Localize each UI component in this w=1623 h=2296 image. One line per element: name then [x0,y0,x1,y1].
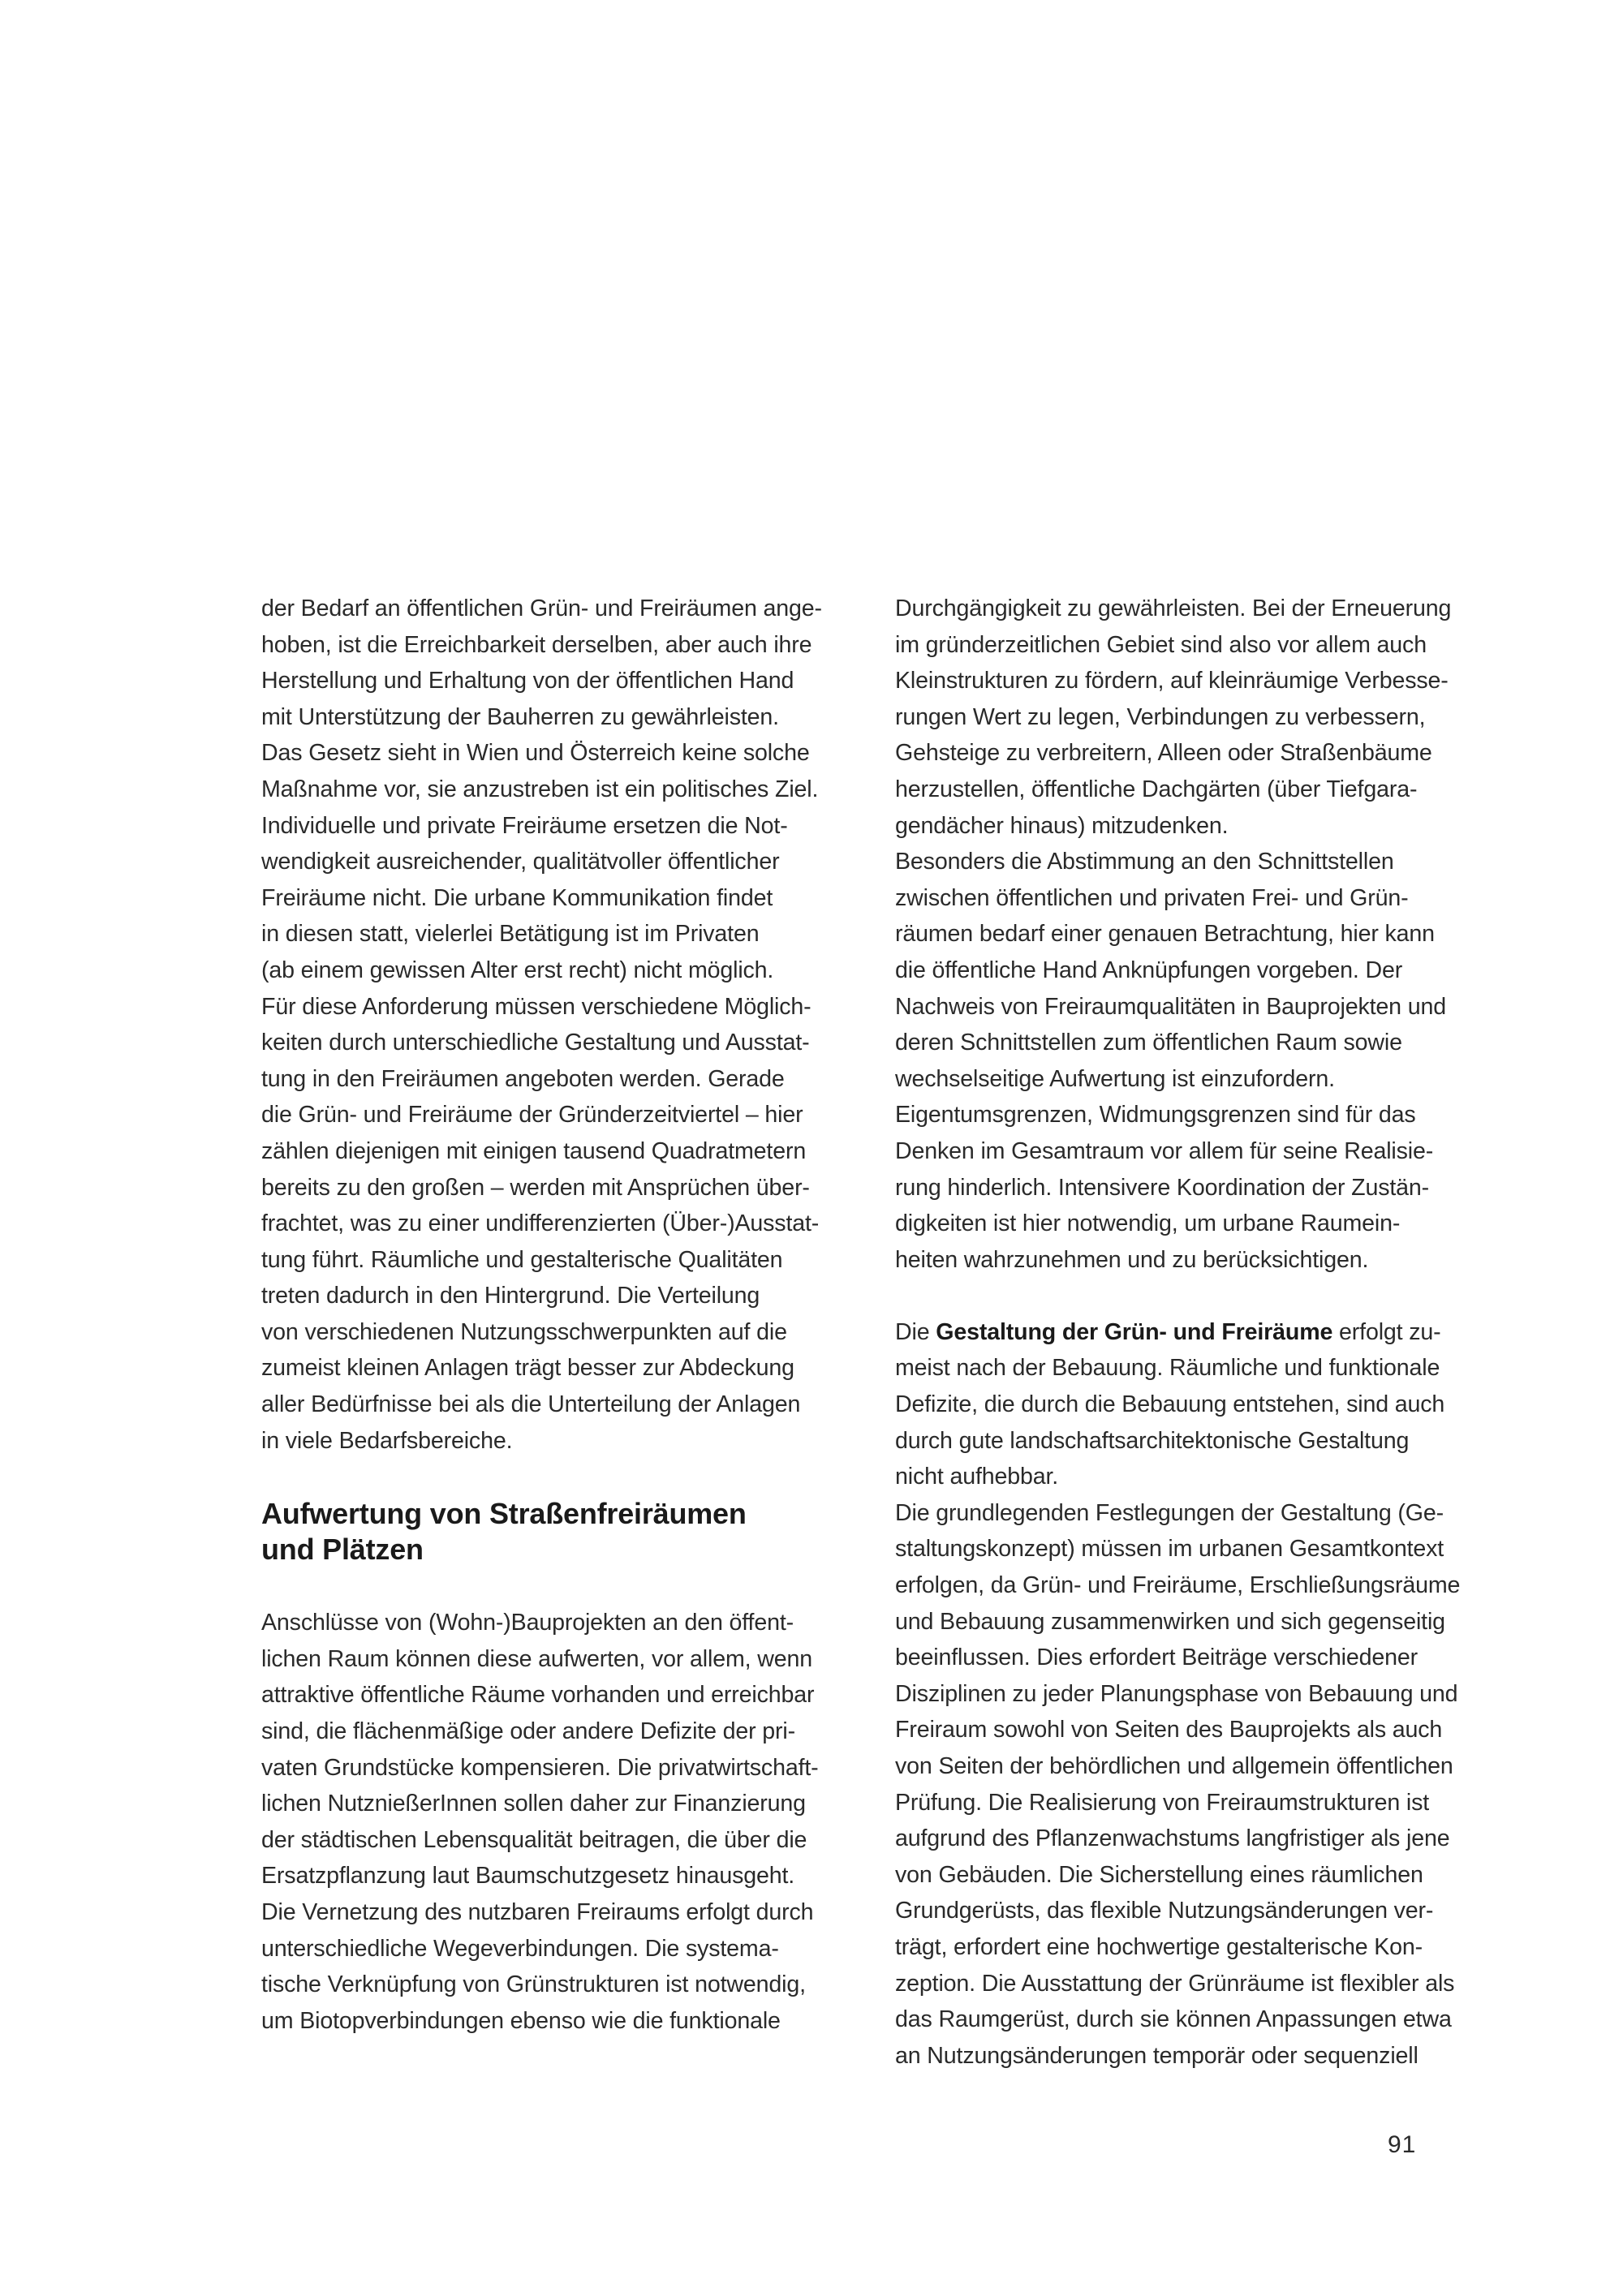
text-line: an Nutzungsänderungen temporär oder sequenziell [895,2042,1419,2069]
text-line: der Bedarf an öffentlichen Grün- und Freiräumen ange- [261,595,822,621]
left-paragraph-1 [261,591,850,1459]
text-line: Das Gesetz sieht in Wien und Österreich keine solche [261,740,810,767]
text-line: Grundgerüsts, das flexible Nutzungsänderungen ver- [895,1898,1434,1924]
text-line: Disziplinen zu jeder Planungsphase von Bebauung und [895,1680,1458,1707]
text-line: Eigentumsgrenzen, Widmungsgrenzen sind für das [895,1102,1416,1129]
right-paragraph-1 [895,591,1479,1278]
text-line: vaten Grundstücke kompensieren. Die privatwirtschaft- [261,1754,819,1781]
bold-phrase: Gestaltung der Grün- und Freiräume [936,1318,1333,1345]
text-line: beeinflussen. Dies erfordert Beiträge verschiedener [895,1645,1419,1671]
text-line: um Biotopverbindungen ebenso wie die funktionale [261,2007,781,2034]
text-line: Durchgängigkeit zu gewährleisten. Bei der Erneuerung [895,595,1452,621]
text-line: Maßnahme vor, sie anzustreben ist ein politisches Ziel. [261,776,819,802]
text-line: heiten wahrzunehmen und zu berücksichtigen. [895,1246,1369,1273]
text-line: deren Schnittstellen zum öffentlichen Raum sowie [895,1030,1402,1056]
text-line: die öffentliche Hand Anknüpfungen vorgeben. Der [895,957,1403,983]
text-line: rungen Wert zu legen, Verbindungen zu verbessern, [895,703,1426,730]
text-line: zumeist kleinen Anlagen trägt besser zur Abdeckung [261,1355,794,1382]
text-line: lichen Raum können diese aufwerten, vor allem, wenn [261,1645,812,1672]
left-paragraph-2 [261,1605,850,2039]
heading-line: Aufwertung von Straßenfreiräumen [261,1497,747,1531]
text-line: keiten durch unterschiedliche Gestaltung und Ausstat- [261,1030,810,1056]
text-line [895,1314,1479,1351]
text-line: im gründerzeitlichen Gebiet sind also vor allem auch [895,631,1427,658]
text-line: räumen bedarf einer genauen Betrachtung, hier kann [895,921,1435,948]
text-line: staltungskonzept) müssen im urbanen Gesamtkontext [895,1536,1444,1563]
text-fragment: erfolgt zu- [1332,1318,1441,1345]
text-line: Besonders die Abstimmung an den Schnittstellen [895,849,1394,875]
text-line: herzustellen, öffentliche Dachgärten (über Tiefgara- [895,776,1418,802]
text-line: trägt, erfordert eine hochwertige gestalterische Kon- [895,1933,1423,1960]
text-line: Kleinstrukturen zu fördern, auf kleinräumige Verbesse- [895,668,1449,694]
text-line: bereits zu den großen – werden mit Ansprüchen über- [261,1174,810,1201]
text-line: digkeiten ist hier notwendig, um urbane Raumein- [895,1210,1401,1237]
text-line: lichen NutznießerInnen sollen daher zur Finanzierung [261,1791,806,1817]
text-line: unterschiedliche Wegeverbindungen. Die systema- [261,1935,779,1962]
text-line: sind, die flächenmäßige oder andere Defizite der pri- [261,1718,795,1745]
text-line: aller Bedürfnisse bei als die Unterteilung der Anlagen [261,1391,801,1418]
text-line: frachtet, was zu einer undifferenzierten (Über-)Ausstat- [261,1210,820,1237]
text-fragment: Die [895,1318,936,1345]
text-line: aufgrund des Pflanzenwachstums langfristiger als jene [895,1825,1450,1852]
text-line: Anschlüsse von (Wohn-)Bauprojekten an den öffent- [261,1610,794,1636]
right-column [895,591,1479,2074]
heading-line: und Plätzen [261,1533,424,1567]
text-line: mit Unterstützung der Bauherren zu gewährleisten. [261,703,779,730]
text-line: wendigkeit ausreichender, qualitätvoller öffentlicher [261,849,780,875]
text-line: die Grün- und Freiräume der Gründerzeitviertel – hier [261,1102,803,1129]
text-line: tung in den Freiräumen angeboten werden. Gerade [261,1065,785,1092]
section-heading [261,1496,850,1567]
paragraph-gap [895,1278,1479,1314]
text-line: nicht aufhebbar. [895,1464,1059,1490]
text-line: attraktive öffentliche Räume vorhanden und erreichbar [261,1682,815,1709]
text-line: rung hinderlich. Intensivere Koordination der Zustän- [895,1174,1430,1201]
text-line: (ab einem gewissen Alter erst recht) nicht möglich. [261,957,774,983]
text-line: Prüfung. Die Realisierung von Freiraumstrukturen ist [895,1789,1430,1816]
text-line: von Gebäuden. Die Sicherstellung eines räumlichen [895,1861,1423,1888]
text-line: der städtischen Lebensqualität beitragen, die über die [261,1826,807,1853]
text-line: und Bebauung zusammenwirken und sich gegenseitig [895,1608,1445,1635]
text-line: in viele Bedarfsbereiche. [261,1427,513,1454]
text-line: hoben, ist die Erreichbarkeit derselben, aber auch ihre [261,631,812,658]
text-line: Die Vernetzung des nutzbaren Freiraums erfolgt durch [261,1899,814,1925]
text-line: wechselseitige Aufwertung ist einzufordern. [895,1065,1335,1092]
text-line: zählen diejenigen mit einigen tausend Quadratmetern [261,1137,807,1164]
text-line: von Seiten der behördlichen und allgemein öffentlichen [895,1753,1453,1779]
text-line: Denken im Gesamtraum vor allem für seine Realisie- [895,1137,1434,1164]
left-column [261,591,850,2039]
text-line: Individuelle und private Freiräume ersetzen die Not- [261,812,788,839]
text-line: tische Verknüpfung von Grünstrukturen ist notwendig, [261,1971,806,1998]
text-line: Freiräume nicht. Die urbane Kommunikation findet [261,884,773,911]
text-line: in diesen statt, vielerlei Betätigung ist im Privaten [261,921,760,948]
text-line: erfolgen, da Grün- und Freiräume, Erschließungsräume [895,1572,1461,1599]
text-line: von verschiedenen Nutzungsschwerpunkten auf die [261,1318,787,1345]
text-line: Die grundlegenden Festlegungen der Gestaltung (Ge- [895,1499,1444,1526]
text-line: Freiraum sowohl von Seiten des Bauprojekts als auch [895,1717,1443,1743]
text-line: das Raumgerüst, durch sie können Anpassungen etwa [895,2006,1452,2033]
text-line: Defizite, die durch die Bebauung entstehen, sind auch [895,1391,1445,1418]
text-line: Nachweis von Freiraumqualitäten in Bauprojekten und [895,993,1446,1020]
text-line: zeption. Die Ausstattung der Grünräume ist flexibler als [895,1970,1455,1997]
text-line: zwischen öffentlichen und privaten Frei- und Grün- [895,884,1409,911]
text-line: Herstellung und Erhaltung von der öffentlichen Hand [261,668,794,694]
page-number: 91 [1388,2131,1417,2158]
text-line: Gehsteige zu verbreitern, Alleen oder Straßenbäume [895,740,1432,767]
text-line: meist nach der Bebauung. Räumliche und funktionale [895,1355,1440,1382]
text-line: gendächer hinaus) mitzudenken. [895,812,1229,839]
text-line: treten dadurch in den Hintergrund. Die Verteilung [261,1283,760,1309]
text-line: Für diese Anforderung müssen verschiedene Möglich- [261,993,812,1020]
text-line: tung führt. Räumliche und gestalterische Qualitäten [261,1246,783,1273]
right-paragraph-2 [895,1314,1479,2074]
text-line: Ersatzpflanzung laut Baumschutzgesetz hinausgeht. [261,1863,795,1890]
text-line: durch gute landschaftsarchitektonische Gestaltung [895,1427,1410,1454]
